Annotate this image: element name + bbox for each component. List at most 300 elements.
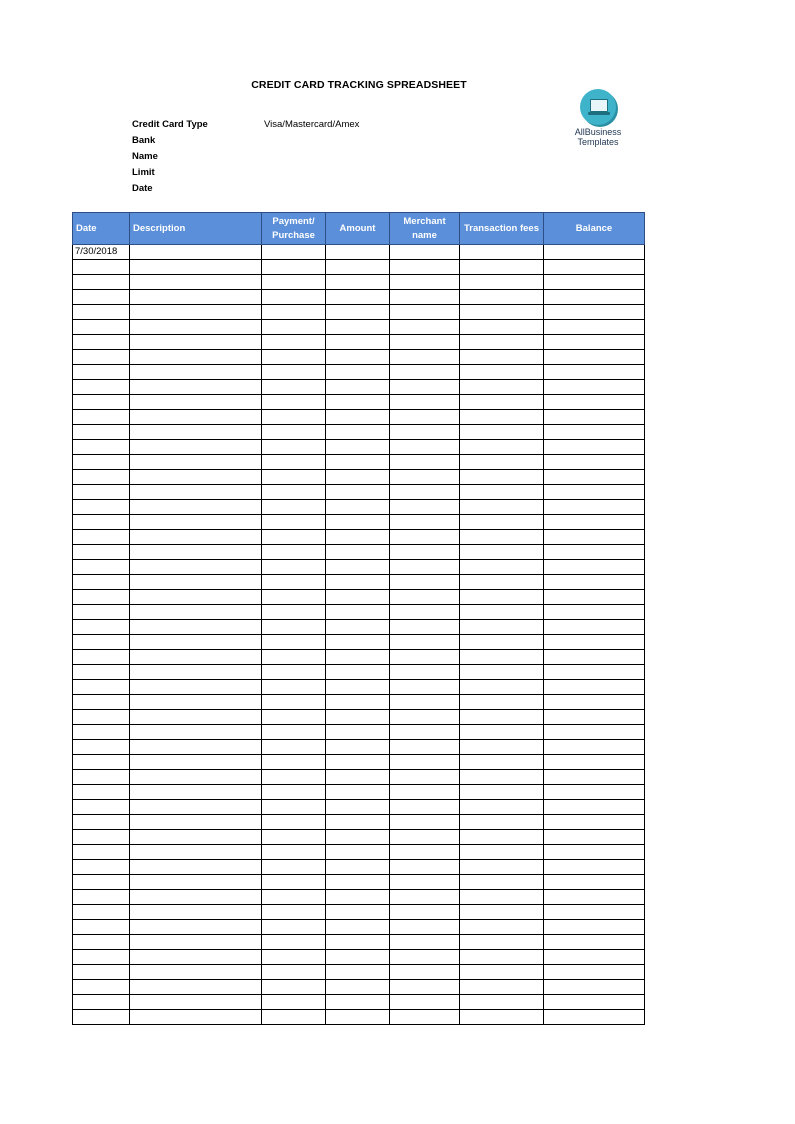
cell-payment[interactable]: [262, 350, 326, 365]
cell-merchant[interactable]: [390, 320, 460, 335]
cell-description[interactable]: [130, 470, 262, 485]
cell-amount[interactable]: [326, 1010, 390, 1025]
cell-payment[interactable]: [262, 935, 326, 950]
cell-transaction-fees[interactable]: [460, 410, 544, 425]
cell-merchant[interactable]: [390, 845, 460, 860]
cell-merchant[interactable]: [390, 485, 460, 500]
cell-payment[interactable]: [262, 290, 326, 305]
cell-transaction-fees[interactable]: [460, 785, 544, 800]
cell-payment[interactable]: [262, 995, 326, 1010]
cell-merchant[interactable]: [390, 665, 460, 680]
cell-payment[interactable]: [262, 575, 326, 590]
cell-payment[interactable]: [262, 695, 326, 710]
cell-transaction-fees[interactable]: [460, 800, 544, 815]
cell-date[interactable]: [73, 665, 130, 680]
cell-date[interactable]: [73, 815, 130, 830]
cell-payment[interactable]: [262, 500, 326, 515]
cell-date[interactable]: [73, 980, 130, 995]
cell-date[interactable]: [73, 1010, 130, 1025]
cell-amount[interactable]: [326, 530, 390, 545]
cell-date[interactable]: [73, 650, 130, 665]
cell-description[interactable]: [130, 725, 262, 740]
cell-amount[interactable]: [326, 350, 390, 365]
cell-description[interactable]: [130, 410, 262, 425]
cell-balance[interactable]: [544, 605, 645, 620]
cell-merchant[interactable]: [390, 905, 460, 920]
cell-balance[interactable]: [544, 695, 645, 710]
cell-payment[interactable]: [262, 740, 326, 755]
cell-description[interactable]: [130, 935, 262, 950]
cell-description[interactable]: [130, 695, 262, 710]
cell-date[interactable]: [73, 545, 130, 560]
cell-date[interactable]: [73, 305, 130, 320]
cell-description[interactable]: [130, 800, 262, 815]
cell-amount[interactable]: [326, 815, 390, 830]
cell-date[interactable]: [73, 425, 130, 440]
cell-balance[interactable]: [544, 935, 645, 950]
cell-merchant[interactable]: [390, 830, 460, 845]
cell-amount[interactable]: [326, 785, 390, 800]
cell-balance[interactable]: [544, 905, 645, 920]
cell-date[interactable]: [73, 275, 130, 290]
cell-balance[interactable]: [544, 725, 645, 740]
cell-date[interactable]: [73, 530, 130, 545]
cell-merchant[interactable]: [390, 725, 460, 740]
cell-amount[interactable]: [326, 380, 390, 395]
cell-amount[interactable]: [326, 800, 390, 815]
cell-date[interactable]: [73, 845, 130, 860]
cell-description[interactable]: [130, 365, 262, 380]
cell-transaction-fees[interactable]: [460, 755, 544, 770]
cell-transaction-fees[interactable]: [460, 320, 544, 335]
cell-payment[interactable]: [262, 650, 326, 665]
cell-payment[interactable]: [262, 590, 326, 605]
cell-amount[interactable]: [326, 770, 390, 785]
cell-transaction-fees[interactable]: [460, 815, 544, 830]
cell-transaction-fees[interactable]: [460, 425, 544, 440]
cell-description[interactable]: [130, 635, 262, 650]
cell-transaction-fees[interactable]: [460, 245, 544, 260]
cell-description[interactable]: [130, 755, 262, 770]
cell-balance[interactable]: [544, 710, 645, 725]
cell-description[interactable]: [130, 440, 262, 455]
cell-amount[interactable]: [326, 620, 390, 635]
cell-amount[interactable]: [326, 740, 390, 755]
cell-payment[interactable]: [262, 440, 326, 455]
cell-transaction-fees[interactable]: [460, 395, 544, 410]
cell-amount[interactable]: [326, 920, 390, 935]
cell-balance[interactable]: [544, 455, 645, 470]
cell-description[interactable]: [130, 545, 262, 560]
cell-merchant[interactable]: [390, 740, 460, 755]
cell-amount[interactable]: [326, 830, 390, 845]
cell-date[interactable]: [73, 290, 130, 305]
cell-balance[interactable]: [544, 620, 645, 635]
cell-payment[interactable]: [262, 920, 326, 935]
cell-description[interactable]: [130, 260, 262, 275]
cell-amount[interactable]: [326, 320, 390, 335]
cell-amount[interactable]: [326, 665, 390, 680]
cell-date[interactable]: [73, 875, 130, 890]
cell-description[interactable]: [130, 980, 262, 995]
cell-description[interactable]: [130, 875, 262, 890]
cell-merchant[interactable]: [390, 755, 460, 770]
cell-balance[interactable]: [544, 755, 645, 770]
cell-merchant[interactable]: [390, 950, 460, 965]
cell-payment[interactable]: [262, 365, 326, 380]
cell-payment[interactable]: [262, 545, 326, 560]
cell-transaction-fees[interactable]: [460, 485, 544, 500]
cell-merchant[interactable]: [390, 515, 460, 530]
cell-payment[interactable]: [262, 245, 326, 260]
cell-description[interactable]: [130, 905, 262, 920]
cell-payment[interactable]: [262, 620, 326, 635]
cell-amount[interactable]: [326, 425, 390, 440]
cell-description[interactable]: [130, 380, 262, 395]
cell-transaction-fees[interactable]: [460, 470, 544, 485]
cell-balance[interactable]: [544, 470, 645, 485]
cell-balance[interactable]: [544, 1010, 645, 1025]
cell-date[interactable]: [73, 350, 130, 365]
cell-date[interactable]: [73, 620, 130, 635]
cell-description[interactable]: [130, 455, 262, 470]
cell-date[interactable]: [73, 950, 130, 965]
cell-amount[interactable]: [326, 470, 390, 485]
cell-date[interactable]: [73, 440, 130, 455]
cell-description[interactable]: [130, 620, 262, 635]
cell-balance[interactable]: [544, 845, 645, 860]
cell-balance[interactable]: [544, 440, 645, 455]
cell-payment[interactable]: [262, 755, 326, 770]
cell-transaction-fees[interactable]: [460, 875, 544, 890]
cell-amount[interactable]: [326, 245, 390, 260]
cell-transaction-fees[interactable]: [460, 710, 544, 725]
cell-amount[interactable]: [326, 275, 390, 290]
cell-date[interactable]: [73, 740, 130, 755]
cell-payment[interactable]: [262, 605, 326, 620]
cell-merchant[interactable]: [390, 770, 460, 785]
cell-merchant[interactable]: [390, 560, 460, 575]
cell-description[interactable]: [130, 350, 262, 365]
cell-balance[interactable]: [544, 560, 645, 575]
cell-transaction-fees[interactable]: [460, 350, 544, 365]
cell-balance[interactable]: [544, 290, 645, 305]
cell-payment[interactable]: [262, 560, 326, 575]
cell-description[interactable]: [130, 305, 262, 320]
cell-transaction-fees[interactable]: [460, 590, 544, 605]
cell-amount[interactable]: [326, 260, 390, 275]
cell-amount[interactable]: [326, 755, 390, 770]
cell-payment[interactable]: [262, 980, 326, 995]
cell-description[interactable]: [130, 485, 262, 500]
cell-amount[interactable]: [326, 695, 390, 710]
cell-date[interactable]: [73, 320, 130, 335]
cell-transaction-fees[interactable]: [460, 440, 544, 455]
cell-description[interactable]: [130, 605, 262, 620]
cell-payment[interactable]: [262, 455, 326, 470]
cell-description[interactable]: [130, 965, 262, 980]
cell-payment[interactable]: [262, 485, 326, 500]
cell-date[interactable]: [73, 830, 130, 845]
cell-date[interactable]: 7/30/2018: [73, 245, 130, 260]
cell-amount[interactable]: [326, 545, 390, 560]
cell-amount[interactable]: [326, 515, 390, 530]
cell-balance[interactable]: [544, 380, 645, 395]
cell-transaction-fees[interactable]: [460, 740, 544, 755]
cell-payment[interactable]: [262, 530, 326, 545]
cell-amount[interactable]: [326, 845, 390, 860]
cell-transaction-fees[interactable]: [460, 695, 544, 710]
cell-description[interactable]: [130, 395, 262, 410]
cell-amount[interactable]: [326, 605, 390, 620]
cell-description[interactable]: [130, 290, 262, 305]
cell-date[interactable]: [73, 410, 130, 425]
cell-balance[interactable]: [544, 305, 645, 320]
cell-balance[interactable]: [544, 890, 645, 905]
cell-balance[interactable]: [544, 365, 645, 380]
cell-date[interactable]: [73, 710, 130, 725]
cell-amount[interactable]: [326, 710, 390, 725]
cell-balance[interactable]: [544, 875, 645, 890]
cell-date[interactable]: [73, 380, 130, 395]
cell-date[interactable]: [73, 860, 130, 875]
cell-transaction-fees[interactable]: [460, 965, 544, 980]
cell-date[interactable]: [73, 755, 130, 770]
cell-payment[interactable]: [262, 905, 326, 920]
cell-amount[interactable]: [326, 965, 390, 980]
cell-transaction-fees[interactable]: [460, 635, 544, 650]
cell-merchant[interactable]: [390, 575, 460, 590]
cell-transaction-fees[interactable]: [460, 905, 544, 920]
cell-date[interactable]: [73, 995, 130, 1010]
cell-balance[interactable]: [544, 500, 645, 515]
cell-description[interactable]: [130, 785, 262, 800]
cell-transaction-fees[interactable]: [460, 260, 544, 275]
cell-date[interactable]: [73, 695, 130, 710]
cell-merchant[interactable]: [390, 980, 460, 995]
cell-transaction-fees[interactable]: [460, 305, 544, 320]
cell-amount[interactable]: [326, 905, 390, 920]
cell-date[interactable]: [73, 500, 130, 515]
cell-balance[interactable]: [544, 635, 645, 650]
cell-payment[interactable]: [262, 785, 326, 800]
cell-amount[interactable]: [326, 650, 390, 665]
cell-payment[interactable]: [262, 395, 326, 410]
cell-merchant[interactable]: [390, 395, 460, 410]
cell-date[interactable]: [73, 785, 130, 800]
cell-date[interactable]: [73, 575, 130, 590]
cell-merchant[interactable]: [390, 605, 460, 620]
cell-transaction-fees[interactable]: [460, 455, 544, 470]
cell-merchant[interactable]: [390, 410, 460, 425]
cell-payment[interactable]: [262, 665, 326, 680]
cell-merchant[interactable]: [390, 335, 460, 350]
cell-merchant[interactable]: [390, 875, 460, 890]
cell-payment[interactable]: [262, 260, 326, 275]
cell-payment[interactable]: [262, 950, 326, 965]
cell-transaction-fees[interactable]: [460, 995, 544, 1010]
cell-transaction-fees[interactable]: [460, 1010, 544, 1025]
cell-payment[interactable]: [262, 875, 326, 890]
cell-date[interactable]: [73, 560, 130, 575]
cell-date[interactable]: [73, 680, 130, 695]
cell-transaction-fees[interactable]: [460, 980, 544, 995]
cell-payment[interactable]: [262, 410, 326, 425]
cell-amount[interactable]: [326, 875, 390, 890]
cell-description[interactable]: [130, 590, 262, 605]
cell-date[interactable]: [73, 905, 130, 920]
cell-description[interactable]: [130, 680, 262, 695]
cell-description[interactable]: [130, 920, 262, 935]
cell-amount[interactable]: [326, 860, 390, 875]
cell-merchant[interactable]: [390, 380, 460, 395]
cell-balance[interactable]: [544, 830, 645, 845]
cell-merchant[interactable]: [390, 1010, 460, 1025]
cell-transaction-fees[interactable]: [460, 620, 544, 635]
cell-transaction-fees[interactable]: [460, 680, 544, 695]
cell-balance[interactable]: [544, 410, 645, 425]
cell-merchant[interactable]: [390, 545, 460, 560]
cell-date[interactable]: [73, 965, 130, 980]
cell-date[interactable]: [73, 605, 130, 620]
cell-balance[interactable]: [544, 980, 645, 995]
cell-amount[interactable]: [326, 725, 390, 740]
cell-payment[interactable]: [262, 380, 326, 395]
cell-balance[interactable]: [544, 815, 645, 830]
cell-payment[interactable]: [262, 635, 326, 650]
cell-description[interactable]: [130, 845, 262, 860]
cell-transaction-fees[interactable]: [460, 725, 544, 740]
cell-date[interactable]: [73, 260, 130, 275]
cell-merchant[interactable]: [390, 935, 460, 950]
cell-amount[interactable]: [326, 290, 390, 305]
cell-merchant[interactable]: [390, 290, 460, 305]
cell-merchant[interactable]: [390, 815, 460, 830]
cell-description[interactable]: [130, 830, 262, 845]
cell-balance[interactable]: [544, 785, 645, 800]
cell-date[interactable]: [73, 485, 130, 500]
cell-payment[interactable]: [262, 830, 326, 845]
cell-payment[interactable]: [262, 275, 326, 290]
cell-balance[interactable]: [544, 590, 645, 605]
cell-date[interactable]: [73, 935, 130, 950]
cell-description[interactable]: [130, 950, 262, 965]
cell-balance[interactable]: [544, 350, 645, 365]
cell-balance[interactable]: [544, 425, 645, 440]
cell-merchant[interactable]: [390, 365, 460, 380]
cell-date[interactable]: [73, 470, 130, 485]
cell-balance[interactable]: [544, 950, 645, 965]
cell-payment[interactable]: [262, 860, 326, 875]
cell-description[interactable]: [130, 245, 262, 260]
cell-balance[interactable]: [544, 245, 645, 260]
cell-amount[interactable]: [326, 560, 390, 575]
cell-payment[interactable]: [262, 680, 326, 695]
cell-transaction-fees[interactable]: [460, 290, 544, 305]
cell-description[interactable]: [130, 500, 262, 515]
cell-transaction-fees[interactable]: [460, 665, 544, 680]
cell-balance[interactable]: [544, 965, 645, 980]
cell-amount[interactable]: [326, 395, 390, 410]
cell-balance[interactable]: [544, 260, 645, 275]
cell-balance[interactable]: [544, 575, 645, 590]
cell-amount[interactable]: [326, 335, 390, 350]
cell-merchant[interactable]: [390, 860, 460, 875]
cell-merchant[interactable]: [390, 260, 460, 275]
cell-merchant[interactable]: [390, 650, 460, 665]
cell-amount[interactable]: [326, 305, 390, 320]
cell-date[interactable]: [73, 455, 130, 470]
cell-payment[interactable]: [262, 1010, 326, 1025]
cell-description[interactable]: [130, 275, 262, 290]
cell-merchant[interactable]: [390, 620, 460, 635]
cell-amount[interactable]: [326, 455, 390, 470]
cell-balance[interactable]: [544, 770, 645, 785]
cell-balance[interactable]: [544, 485, 645, 500]
cell-transaction-fees[interactable]: [460, 845, 544, 860]
cell-balance[interactable]: [544, 680, 645, 695]
cell-payment[interactable]: [262, 725, 326, 740]
cell-transaction-fees[interactable]: [460, 830, 544, 845]
cell-payment[interactable]: [262, 965, 326, 980]
cell-merchant[interactable]: [390, 635, 460, 650]
cell-description[interactable]: [130, 425, 262, 440]
cell-payment[interactable]: [262, 320, 326, 335]
cell-date[interactable]: [73, 395, 130, 410]
cell-merchant[interactable]: [390, 995, 460, 1010]
cell-payment[interactable]: [262, 710, 326, 725]
cell-balance[interactable]: [544, 335, 645, 350]
cell-merchant[interactable]: [390, 425, 460, 440]
cell-balance[interactable]: [544, 530, 645, 545]
cell-transaction-fees[interactable]: [460, 890, 544, 905]
cell-merchant[interactable]: [390, 890, 460, 905]
cell-merchant[interactable]: [390, 350, 460, 365]
cell-balance[interactable]: [544, 665, 645, 680]
cell-balance[interactable]: [544, 275, 645, 290]
cell-amount[interactable]: [326, 365, 390, 380]
cell-transaction-fees[interactable]: [460, 275, 544, 290]
cell-date[interactable]: [73, 770, 130, 785]
cell-description[interactable]: [130, 815, 262, 830]
cell-payment[interactable]: [262, 305, 326, 320]
cell-transaction-fees[interactable]: [460, 500, 544, 515]
cell-payment[interactable]: [262, 800, 326, 815]
cell-description[interactable]: [130, 710, 262, 725]
cell-merchant[interactable]: [390, 695, 460, 710]
cell-date[interactable]: [73, 590, 130, 605]
cell-amount[interactable]: [326, 980, 390, 995]
cell-merchant[interactable]: [390, 590, 460, 605]
cell-merchant[interactable]: [390, 455, 460, 470]
cell-description[interactable]: [130, 575, 262, 590]
cell-payment[interactable]: [262, 815, 326, 830]
cell-payment[interactable]: [262, 770, 326, 785]
cell-transaction-fees[interactable]: [460, 950, 544, 965]
cell-description[interactable]: [130, 1010, 262, 1025]
cell-transaction-fees[interactable]: [460, 650, 544, 665]
cell-description[interactable]: [130, 860, 262, 875]
cell-payment[interactable]: [262, 845, 326, 860]
cell-date[interactable]: [73, 890, 130, 905]
cell-transaction-fees[interactable]: [460, 575, 544, 590]
cell-date[interactable]: [73, 365, 130, 380]
cell-balance[interactable]: [544, 800, 645, 815]
cell-amount[interactable]: [326, 890, 390, 905]
cell-balance[interactable]: [544, 515, 645, 530]
cell-transaction-fees[interactable]: [460, 545, 544, 560]
cell-amount[interactable]: [326, 950, 390, 965]
